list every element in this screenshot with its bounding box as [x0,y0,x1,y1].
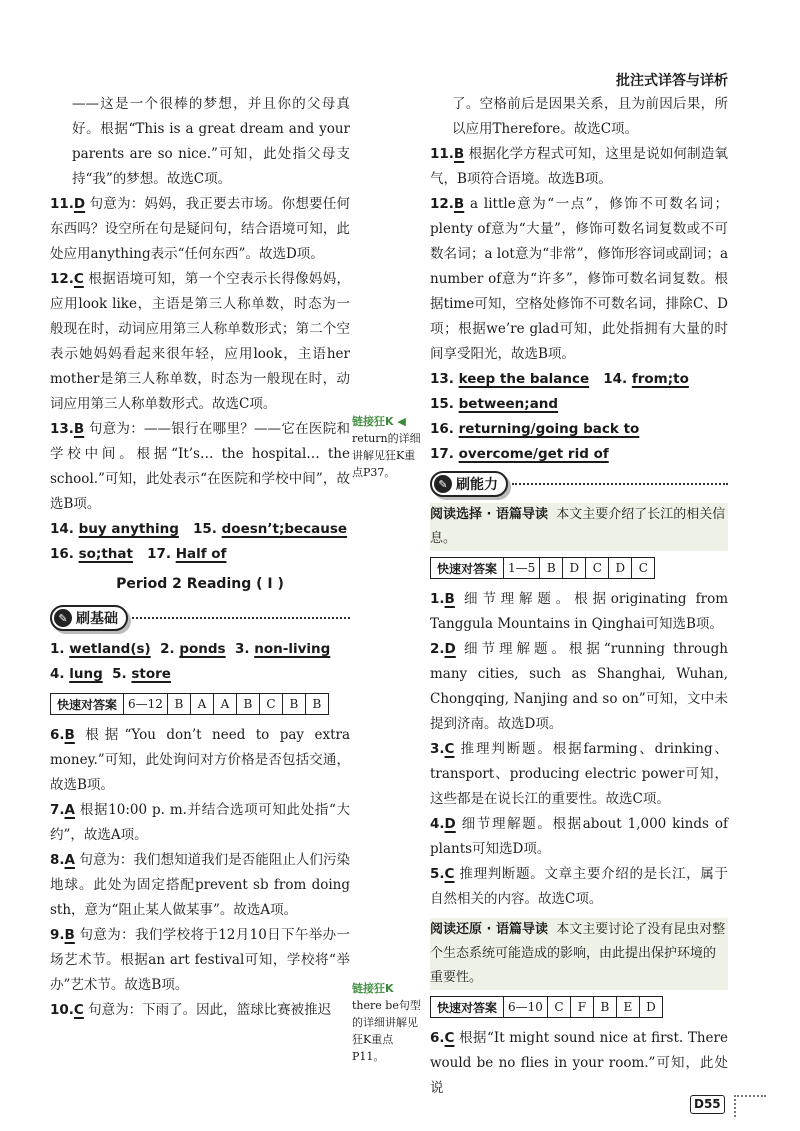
item-text: 根据化学方程式可知，这里是说如何制造氧气，B项符合语境。故选B项。 [430,146,728,187]
item-answer: wetland(s) [69,641,151,657]
item-text: 细节理解题。根据“running through many cities, such as Shanghai, Wuhan, Chongqing, Nanjing and so on”可知，文中未提到济南。故选D项。 [430,641,728,732]
item-number: 6. [50,727,65,743]
fill-answer-16 [430,417,728,442]
table-cell: D [639,997,662,1018]
margin-note-there-be [352,980,424,1065]
item-text: 推理判断题。文章主要介绍的是长江，属于自然相关的内容。故选C项。 [430,866,729,907]
item-answer: C [444,1030,455,1046]
item-text: 句意为：妈妈，我正要去市场。你想要任何东西吗？设空所在句是疑问句，结合语境可知，此处应用anything表示“任何东西”。故选D项。 [50,196,351,262]
table-cell: B [167,694,190,715]
note-tag: 链接狂K [352,982,394,995]
item-answer: B [64,727,75,743]
reading-item-5 [430,862,728,912]
item-answer: non-living [254,641,331,657]
pencil-icon: ✎ [54,609,72,627]
item-number: 12. [430,196,454,212]
item-answer: keep the balance [458,371,590,387]
section-title: 刷能力 [456,477,498,493]
vocab-answers-1-3 [50,637,350,662]
answer-item-7 [50,798,350,848]
reading-item-3 [430,737,728,812]
item-answer: overcome/get rid of [458,446,609,462]
item-answer: store [131,666,171,682]
item-number: 4. [50,666,65,682]
item-answer: C [73,271,84,287]
reading-guide-2 [430,918,728,990]
table-cell: E [616,997,639,1018]
item-answer: A [64,802,75,818]
table-cell: C [632,558,655,579]
item-text: 根据语境可知，第一个空表示长得像妈妈，应用look like，主语是第三人称单数，时态为一般现在时，动词应用第三人称单数形式；第二个空表示她妈妈看起来很年轻，应用look，主语her mother是第三人称单数，时态为一般现在时，动词应用第三人称单数形式。故选C项。 [50,271,350,412]
section-badge [50,605,128,631]
table-range: 6—12 [124,694,168,715]
item-number: 14. [50,521,74,537]
item-answer: B [453,196,465,212]
item-number: 2. [160,641,175,657]
reading-item-4 [430,812,728,862]
reading-item-6 [430,1026,728,1101]
answer-item-9 [50,923,350,998]
item-answer: D [444,816,456,832]
answer-item-13 [50,417,350,517]
item-text: 细节理解题。根据originating from Tanggula Mountains in Qinghai可知选B项。 [430,591,728,632]
fill-answer-15 [430,392,728,417]
item-number: 11. [430,146,454,162]
item-answer: B [444,591,455,607]
table-cell: C [586,558,609,579]
dotted-divider [512,483,728,485]
item-text: 句意为：我们想知道我们是否能阻止人们污染地球。此处为固定搭配prevent sb from doing sth，意为“阻止某人做某事”。故选A项。 [50,852,350,918]
table-range: 6—10 [504,997,548,1018]
item-number: 12. [50,271,74,287]
item-answer: lung [69,666,103,682]
item-number: 1. [50,641,65,657]
section-badge [430,471,508,497]
dotted-divider [132,617,350,619]
item-text: 句意为：我们学校将于12月10日下午举办一场艺术节。根据an art festival可知，学校将“举办”艺术节。故选B项。 [50,927,351,993]
guide-text: 本文主要讨论了没有昆虫对整个生态系统可能造成的影响，由此提出保护环境的重要性。 [430,922,726,985]
table-cell: B [282,694,305,715]
table-label: 快速对答案 [51,694,124,715]
item-answer: between;and [458,396,559,412]
item-answer: C [444,866,455,882]
item-number: 17. [430,446,454,462]
item-answer: D [73,196,86,212]
table-cell: C [259,694,282,715]
item-number: 7. [50,802,65,818]
item-number: 16. [50,546,74,562]
answer-item-12 [430,192,728,367]
table-cell: B [593,997,616,1018]
item-answer: C [73,1002,84,1018]
table-label: 快速对答案 [431,558,504,579]
table-cell: D [609,558,632,579]
item-number: 8. [50,852,65,868]
item-answer: B [453,146,465,162]
item-number: 10. [50,1002,74,1018]
note-text: return的详细讲解见狂K重点P37。 [352,432,421,479]
item-text: 根据“You don’t need to pay extra money.”可知，此处询问对方价格是否包括交通，故选B项。 [50,727,350,793]
reading-guide-1 [430,503,728,551]
item-number: 6. [430,1030,445,1046]
item-answer: doesn’t;because [221,521,348,537]
intro-paragraph: ——这是一个很棒的梦想，并且你的父母真好。根据“This is a great dream and your parents are so nice.”可知，此处指父母支持“我”的梦想。故选C项。 [72,96,350,187]
item-answer: ponds [179,641,226,657]
item-number: 15. [193,521,217,537]
item-text: 推理判断题。根据farming、drinking、transport、producing electric power可知，这些都是在说长江的重要性。故选C项。 [430,741,728,807]
quick-answer-table-1 [430,557,655,579]
page-corner-decoration [734,1095,766,1117]
answer-item-11 [430,142,728,192]
item-number: 15. [430,396,454,412]
answer-item-8 [50,848,350,923]
section-heading-basic [50,603,350,633]
guide-tag: 阅读还原 · 语篇导读 [430,922,548,937]
table-range: 1—5 [504,558,540,579]
left-column [50,92,350,1023]
section-title: 刷基础 [76,611,118,627]
fill-answers-14-15 [50,517,350,542]
item-answer: so;that [78,546,133,562]
quick-answer-table-2 [430,996,663,1018]
item-answer: returning/going back to [458,421,640,437]
item-text: 句意为：——银行在哪里？——它在医院和学校中间。根据“It’s… the hospital… the school.”可知，此处表示“在医院和学校中间”，故选B项。 [50,421,351,512]
table-cell: D [563,558,586,579]
item-number: 14. [603,371,628,387]
vocab-answers-4-5 [50,662,350,687]
reading-item-1 [430,587,728,637]
note-text: there be句型的详细讲解见狂K重点P11。 [352,999,421,1063]
table-cell: A [213,694,236,715]
answer-item-6 [50,723,350,798]
right-column [430,92,728,1101]
table-cell: F [570,997,593,1018]
item-number: 4. [430,816,445,832]
continued-paragraph: 了。空格前后是因果关系，且为前因后果，所以应用Therefore。故选C项。 [452,96,728,137]
fill-answer-17 [430,442,728,467]
item-number: 5. [112,666,127,682]
item-number: 5. [430,866,445,882]
answer-item-11 [50,192,350,267]
section-heading-ability [430,469,728,499]
table-cell: B [236,694,259,715]
guide-text: 本文主要介绍了长江的相关信息。 [430,507,726,546]
item-answer: from;to [631,371,689,387]
fill-answers-13-14 [430,367,728,392]
item-number: 11. [50,196,74,212]
table-cell: B [540,558,563,579]
item-number: 13. [50,421,74,437]
item-number: 9. [50,927,65,943]
period-heading: Period 2 Reading ( Ⅰ ) [116,576,284,592]
item-number: 3. [235,641,250,657]
item-answer: buy anything [78,521,179,537]
note-tag: 链接狂K ◀ [352,415,406,428]
table-cell: B [305,694,328,715]
item-number: 16. [430,421,454,437]
table-label: 快速对答案 [431,997,504,1018]
quick-answer-table [50,693,329,715]
pencil-icon: ✎ [434,475,452,493]
item-number: 1. [430,591,445,607]
reading-item-2 [430,637,728,737]
item-answer: A [64,852,75,868]
item-number: 2. [430,641,445,657]
item-text: a little意为“一点”，修饰不可数名词；plenty of意为“大量”，修饰可数名词复数或不可数名词；a lot意为“非常”，修饰形容词或副词；a number of意为“许多”，修饰可数名词复数。根据time可知，空格处修饰不可数名词，排除C、D项；根据we’re glad可知，此处指拥有大量的时间享受阳光，故选B项。 [430,196,728,362]
item-answer: B [73,421,85,437]
item-answer: D [444,641,456,657]
margin-note-return [352,413,424,481]
answer-item-10 [50,998,350,1023]
item-number: 17. [147,546,171,562]
fill-answers-16-17 [50,542,350,567]
item-text: 根据“It might sound nice at first. There would be no flies in your room.”可知，此处说 [430,1030,728,1096]
item-answer: B [64,927,75,943]
table-cell: A [190,694,213,715]
page-number: D55 [690,1095,725,1114]
item-number: 3. [430,741,445,757]
item-text: 句意为：下雨了。因此，篮球比赛被推迟 [88,1002,332,1018]
answer-item-12 [50,267,350,417]
table-cell: C [547,997,570,1018]
item-answer: Half of [175,546,227,562]
item-text: 根据10:00 p. m.并结合选项可知此处指“大约”，故选A项。 [50,802,350,843]
page-header-title: 批注式详答与详析 [616,73,728,89]
guide-tag: 阅读选择 · 语篇导读 [430,507,548,522]
item-text: 细节理解题。根据about 1,000 kinds of plants可知选D项。 [430,816,728,857]
item-answer: C [444,741,455,757]
item-number: 13. [430,371,454,387]
